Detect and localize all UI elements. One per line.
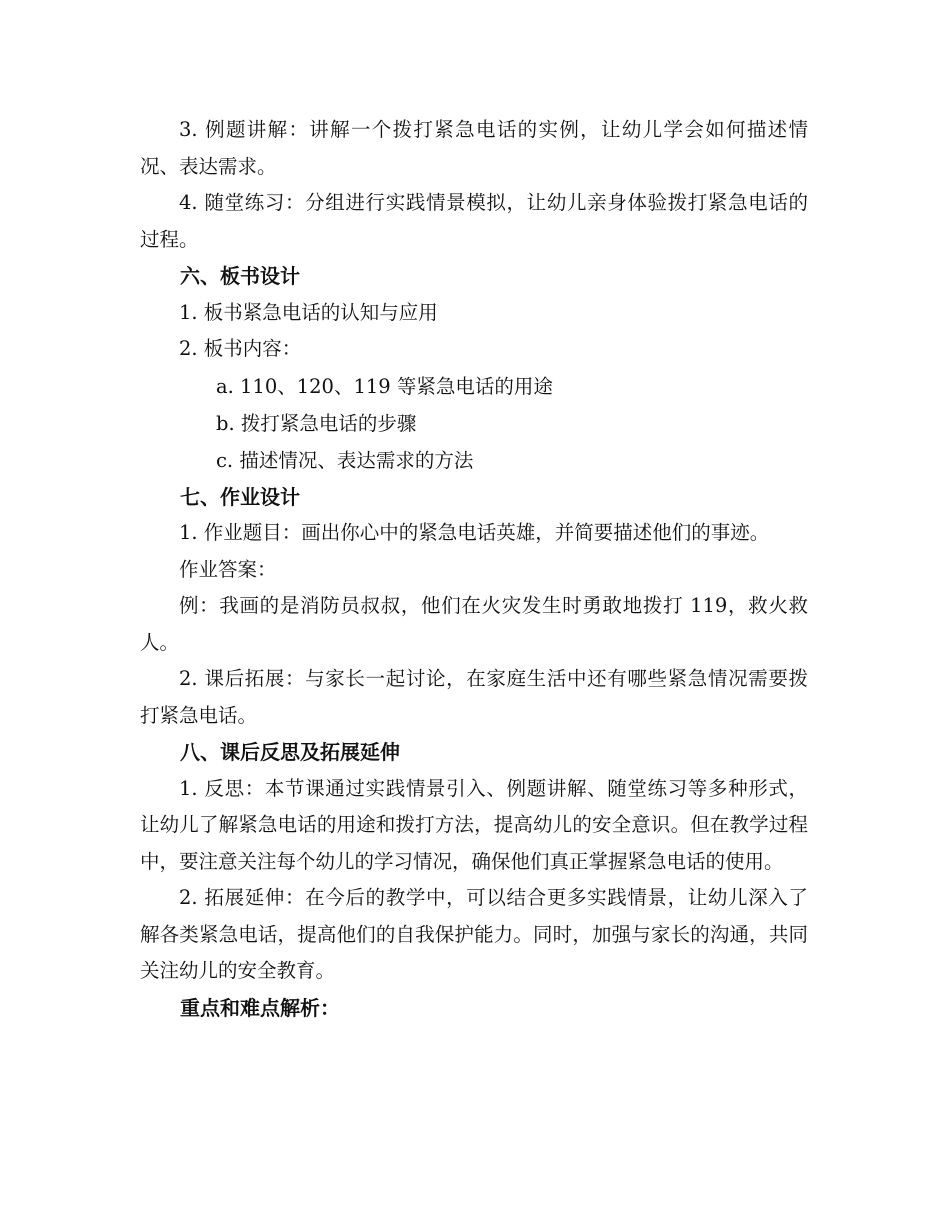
paragraph-homework-answer: 例：我画的是消防员叔叔，他们在火灾发生时勇敢地拨打 119，救火救人。 [140, 594, 808, 654]
paragraph-board-content: 2. 板书内容： [179, 337, 302, 360]
list-item-a: a. 110、120、119 等紧急电话的用途 [216, 374, 553, 398]
heading-reflection: 八、课后反思及拓展延伸 [180, 740, 400, 764]
document-page [140, 112, 808, 1026]
paragraph-board-title: 1. 板书紧急电话的认知与应用 [179, 300, 438, 324]
list-item-c: c. 描述情况、表达需求的方法 [216, 448, 474, 472]
heading-board-design: 六、板书设计 [180, 264, 300, 288]
paragraph-homework-topic: 1. 作业题目：画出你心中的紧急电话英雄，并简要描述他们的事迹。 [179, 521, 770, 544]
paragraph-homework-answer-label: 作业答案： [179, 557, 277, 581]
paragraph-example-explanation: 3. 例题讲解：讲解一个拨打紧急电话的实例，让幼儿学会如何描述情况、表达需求。 [140, 118, 808, 178]
paragraph-reflection: 1. 反思：本节课通过实践情景引入、例题讲解、随堂练习等多种形式，让幼儿了解紧急电话的用途和拨打方法，提高幼儿的安全意识。但在教学过程中，要注意关注每个幼儿的学习情况，确保他们真正掌握紧急电话的使用。 [140, 776, 808, 873]
paragraph-practice: 4. 随堂练习：分组进行实践情景模拟，让幼儿亲身体验拨打紧急电话的过程。 [140, 191, 808, 251]
heading-homework-design: 七、作业设计 [180, 484, 300, 509]
list-item-b: b. 拨打紧急电话的步骤 [216, 411, 417, 435]
paragraph-after-class-extension: 2. 课后拓展：与家长一起讨论，在家庭生活中还有哪些紧急情况需要拨打紧急电话。 [140, 667, 808, 727]
heading-key-points: 重点和难点解析： [180, 995, 340, 1020]
paragraph-extension: 2. 拓展延伸：在今后的教学中，可以结合更多实践情景，让幼儿深入了解各类紧急电话，提高他们的自我保护能力。同时，加强与家长的沟通，共同关注幼儿的安全教育。 [140, 886, 808, 982]
